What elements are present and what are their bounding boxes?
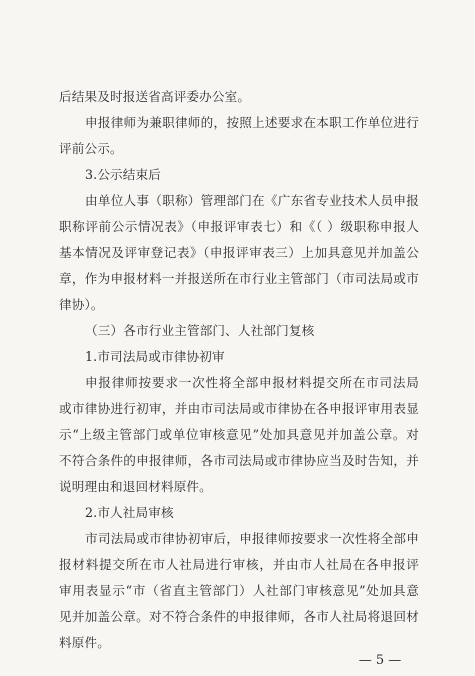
paragraph-line: 律协）。 <box>59 297 104 312</box>
section-subheading: 2.市人社局审核 <box>85 505 174 520</box>
paragraph-line: 基本情况及评审登记表》（申报评审表三）上加具意见并加盖公 <box>59 245 419 260</box>
section-heading: （三）各市行业主管部门、人社部门复核 <box>85 323 315 338</box>
paragraph-line: 评前公示。 <box>59 141 123 156</box>
paragraph-line: 职称评前公示情况表》（申报评审表七）和《（ ）级职称申报人 <box>59 219 419 234</box>
page-number: — 5 — <box>358 653 402 668</box>
paragraph-line: 示“上级主管部门或单位审核意见”处加具意见并加盖公章。对 <box>59 427 419 442</box>
paragraph-line: 料原件。 <box>59 635 110 650</box>
paragraph-line: 见并加盖公章。对不符合条件的申报律师，各市人社局将退回材 <box>59 609 419 624</box>
paragraph-line: 报材料提交所在市人社局进行审核，并由市人社局在各申报评 <box>59 557 419 572</box>
section-subheading: 3.公示结束后 <box>85 167 162 182</box>
paragraph-line: 后结果及时报送省高评委办公室。 <box>59 89 251 104</box>
paragraph-line: 章，作为申报材料一并报送所在市行业主管部门（市司法局或市 <box>59 271 419 286</box>
paragraph-line: 由单位人事（职称）管理部门在《广东省专业技术人员申报 <box>85 193 419 208</box>
paragraph-line: 或市律协进行初审，并由市司法局或市律协在各申报评审用表显 <box>59 401 419 416</box>
paragraph-line: 市司法局或市律协初审后，申报律师按要求一次性将全部申 <box>85 531 419 546</box>
paragraph-line: 申报律师为兼职律师的，按照上述要求在本职工作单位进行 <box>85 115 419 130</box>
paragraph-line: 说明理由和退回材料原件。 <box>59 479 212 494</box>
section-subheading: 1.市司法局或市律协初审 <box>85 349 225 364</box>
paragraph-line: 不符合条件的申报律师，各市司法局或市律协应当及时告知，并 <box>59 453 419 468</box>
paragraph-line: 申报律师按要求一次性将全部申报材料提交所在市司法局 <box>85 375 419 390</box>
paragraph-line: 审用表显示“市（省直主管部门）人社部门审核意见”处加具意 <box>59 583 419 598</box>
